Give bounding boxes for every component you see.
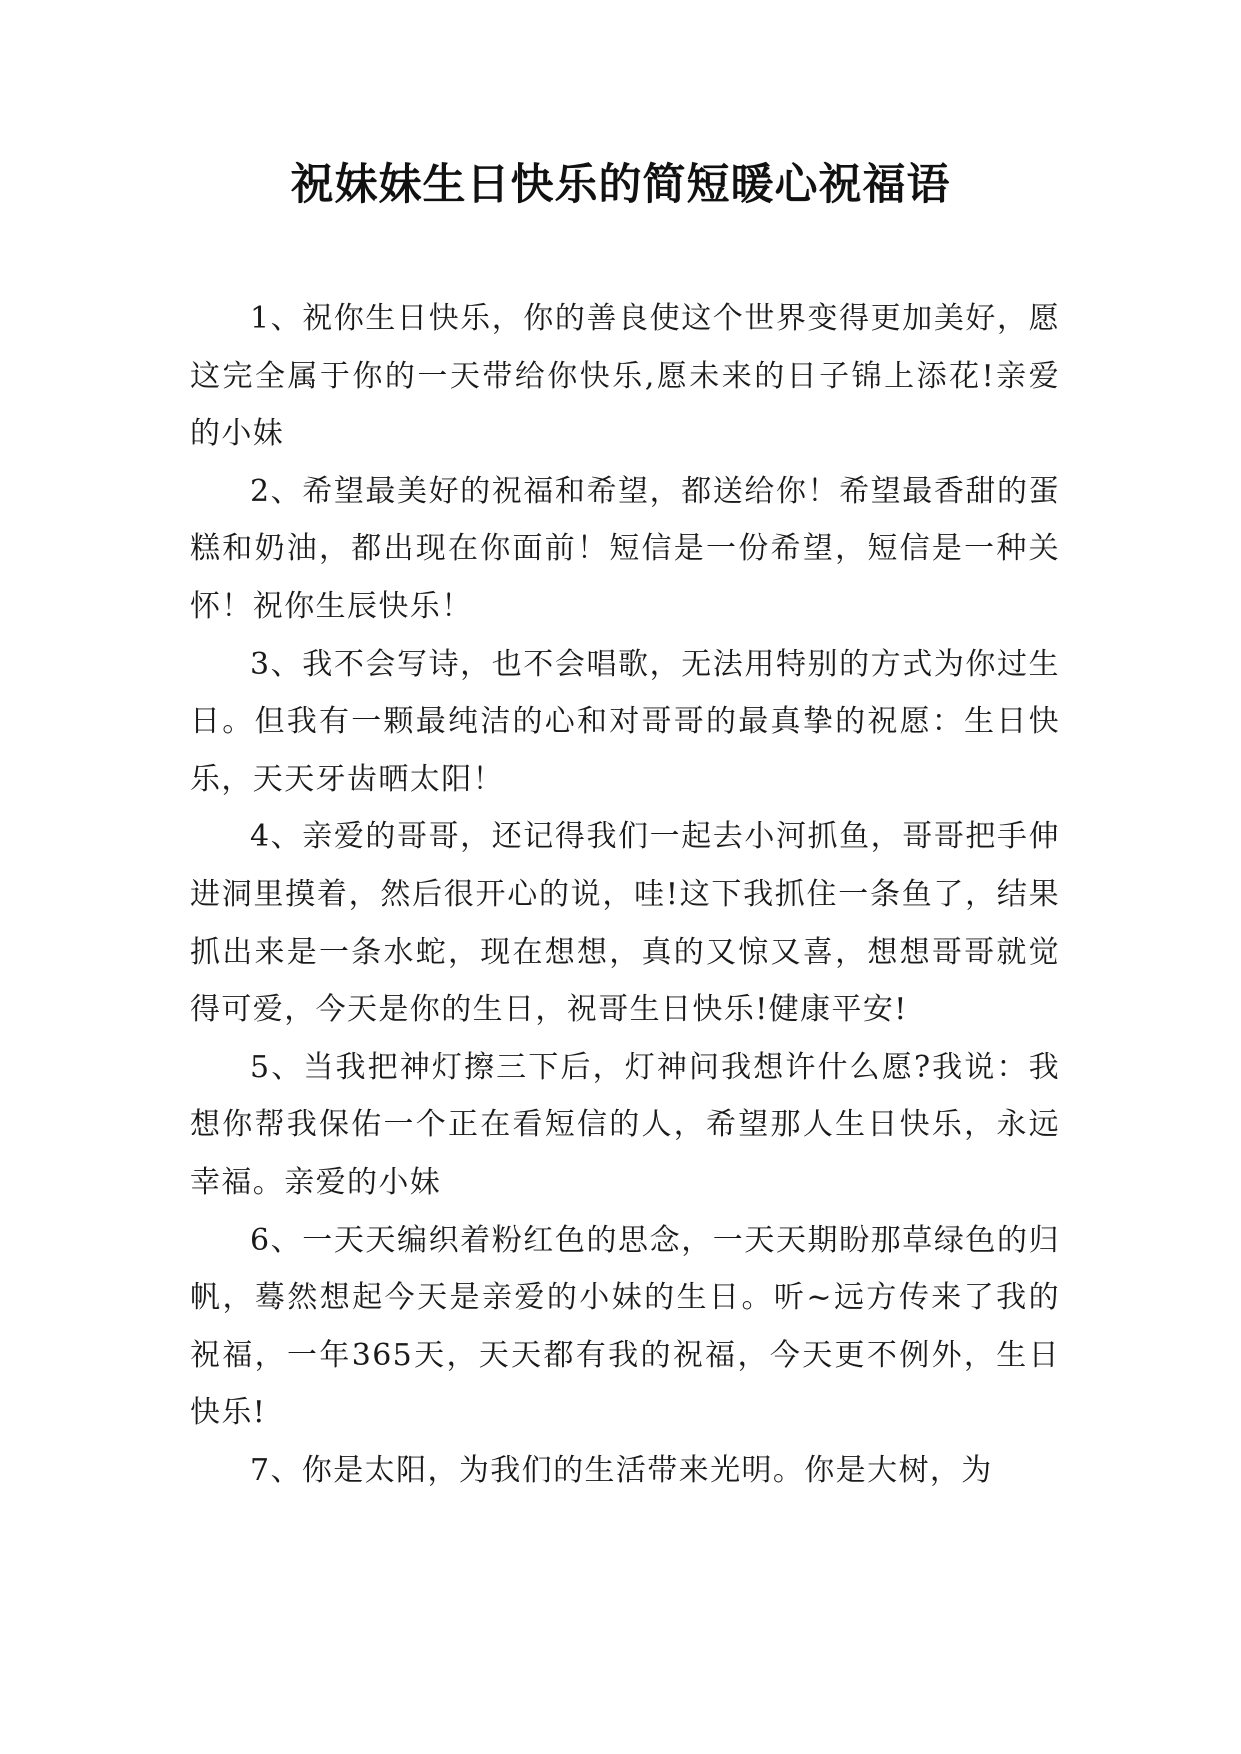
- paragraph-1: 1、祝你生日快乐，你的善良使这个世界变得更加美好，愿这完全属于你的一天带给你快乐,愿未来的日子锦上添花!亲爱的小妹: [190, 301, 1060, 452]
- paragraph-6: 6、一天天编织着粉红色的思念，一天天期盼那草绿色的归帆，蓦然想起今天是亲爱的小妹的生日。听~远方传来了我的祝福，一年365天，天天都有我的祝福，今天更不例外，生日快乐!: [190, 1222, 1060, 1431]
- paragraph-2: 2、希望最美好的祝福和希望，都送给你！希望最香甜的蛋糕和奶油，都出现在你面前！短信是一份希望，短信是一种关怀！祝你生辰快乐！: [190, 473, 1060, 624]
- paragraph-4: 4、亲爱的哥哥，还记得我们一起去小河抓鱼，哥哥把手伸进洞里摸着，然后很开心的说，哇!这下我抓住一条鱼了，结果抓出来是一条水蛇，现在想想，真的又惊又喜，想想哥哥就觉得可爱，今天是你的生日，祝哥生日快乐!健康平安!: [190, 819, 1060, 1028]
- paragraph-5: 5、当我把神灯擦三下后，灯神问我想许什么愿?我说：我想你帮我保佑一个正在看短信的人，希望那人生日快乐，永远幸福。亲爱的小妹: [190, 1049, 1060, 1200]
- document-title: 祝妹妹生日快乐的简短暖心祝福语: [290, 160, 951, 210]
- paragraph-3: 3、我不会写诗，也不会唱歌，无法用特别的方式为你过生日。但我有一颗最纯洁的心和对哥哥的最真挚的祝愿：生日快乐，天天牙齿晒太阳！: [190, 646, 1060, 797]
- document-body: [190, 290, 1060, 1499]
- paragraph-7: 7、你是太阳，为我们的生活带来光明。你是大树，为: [250, 1452, 993, 1488]
